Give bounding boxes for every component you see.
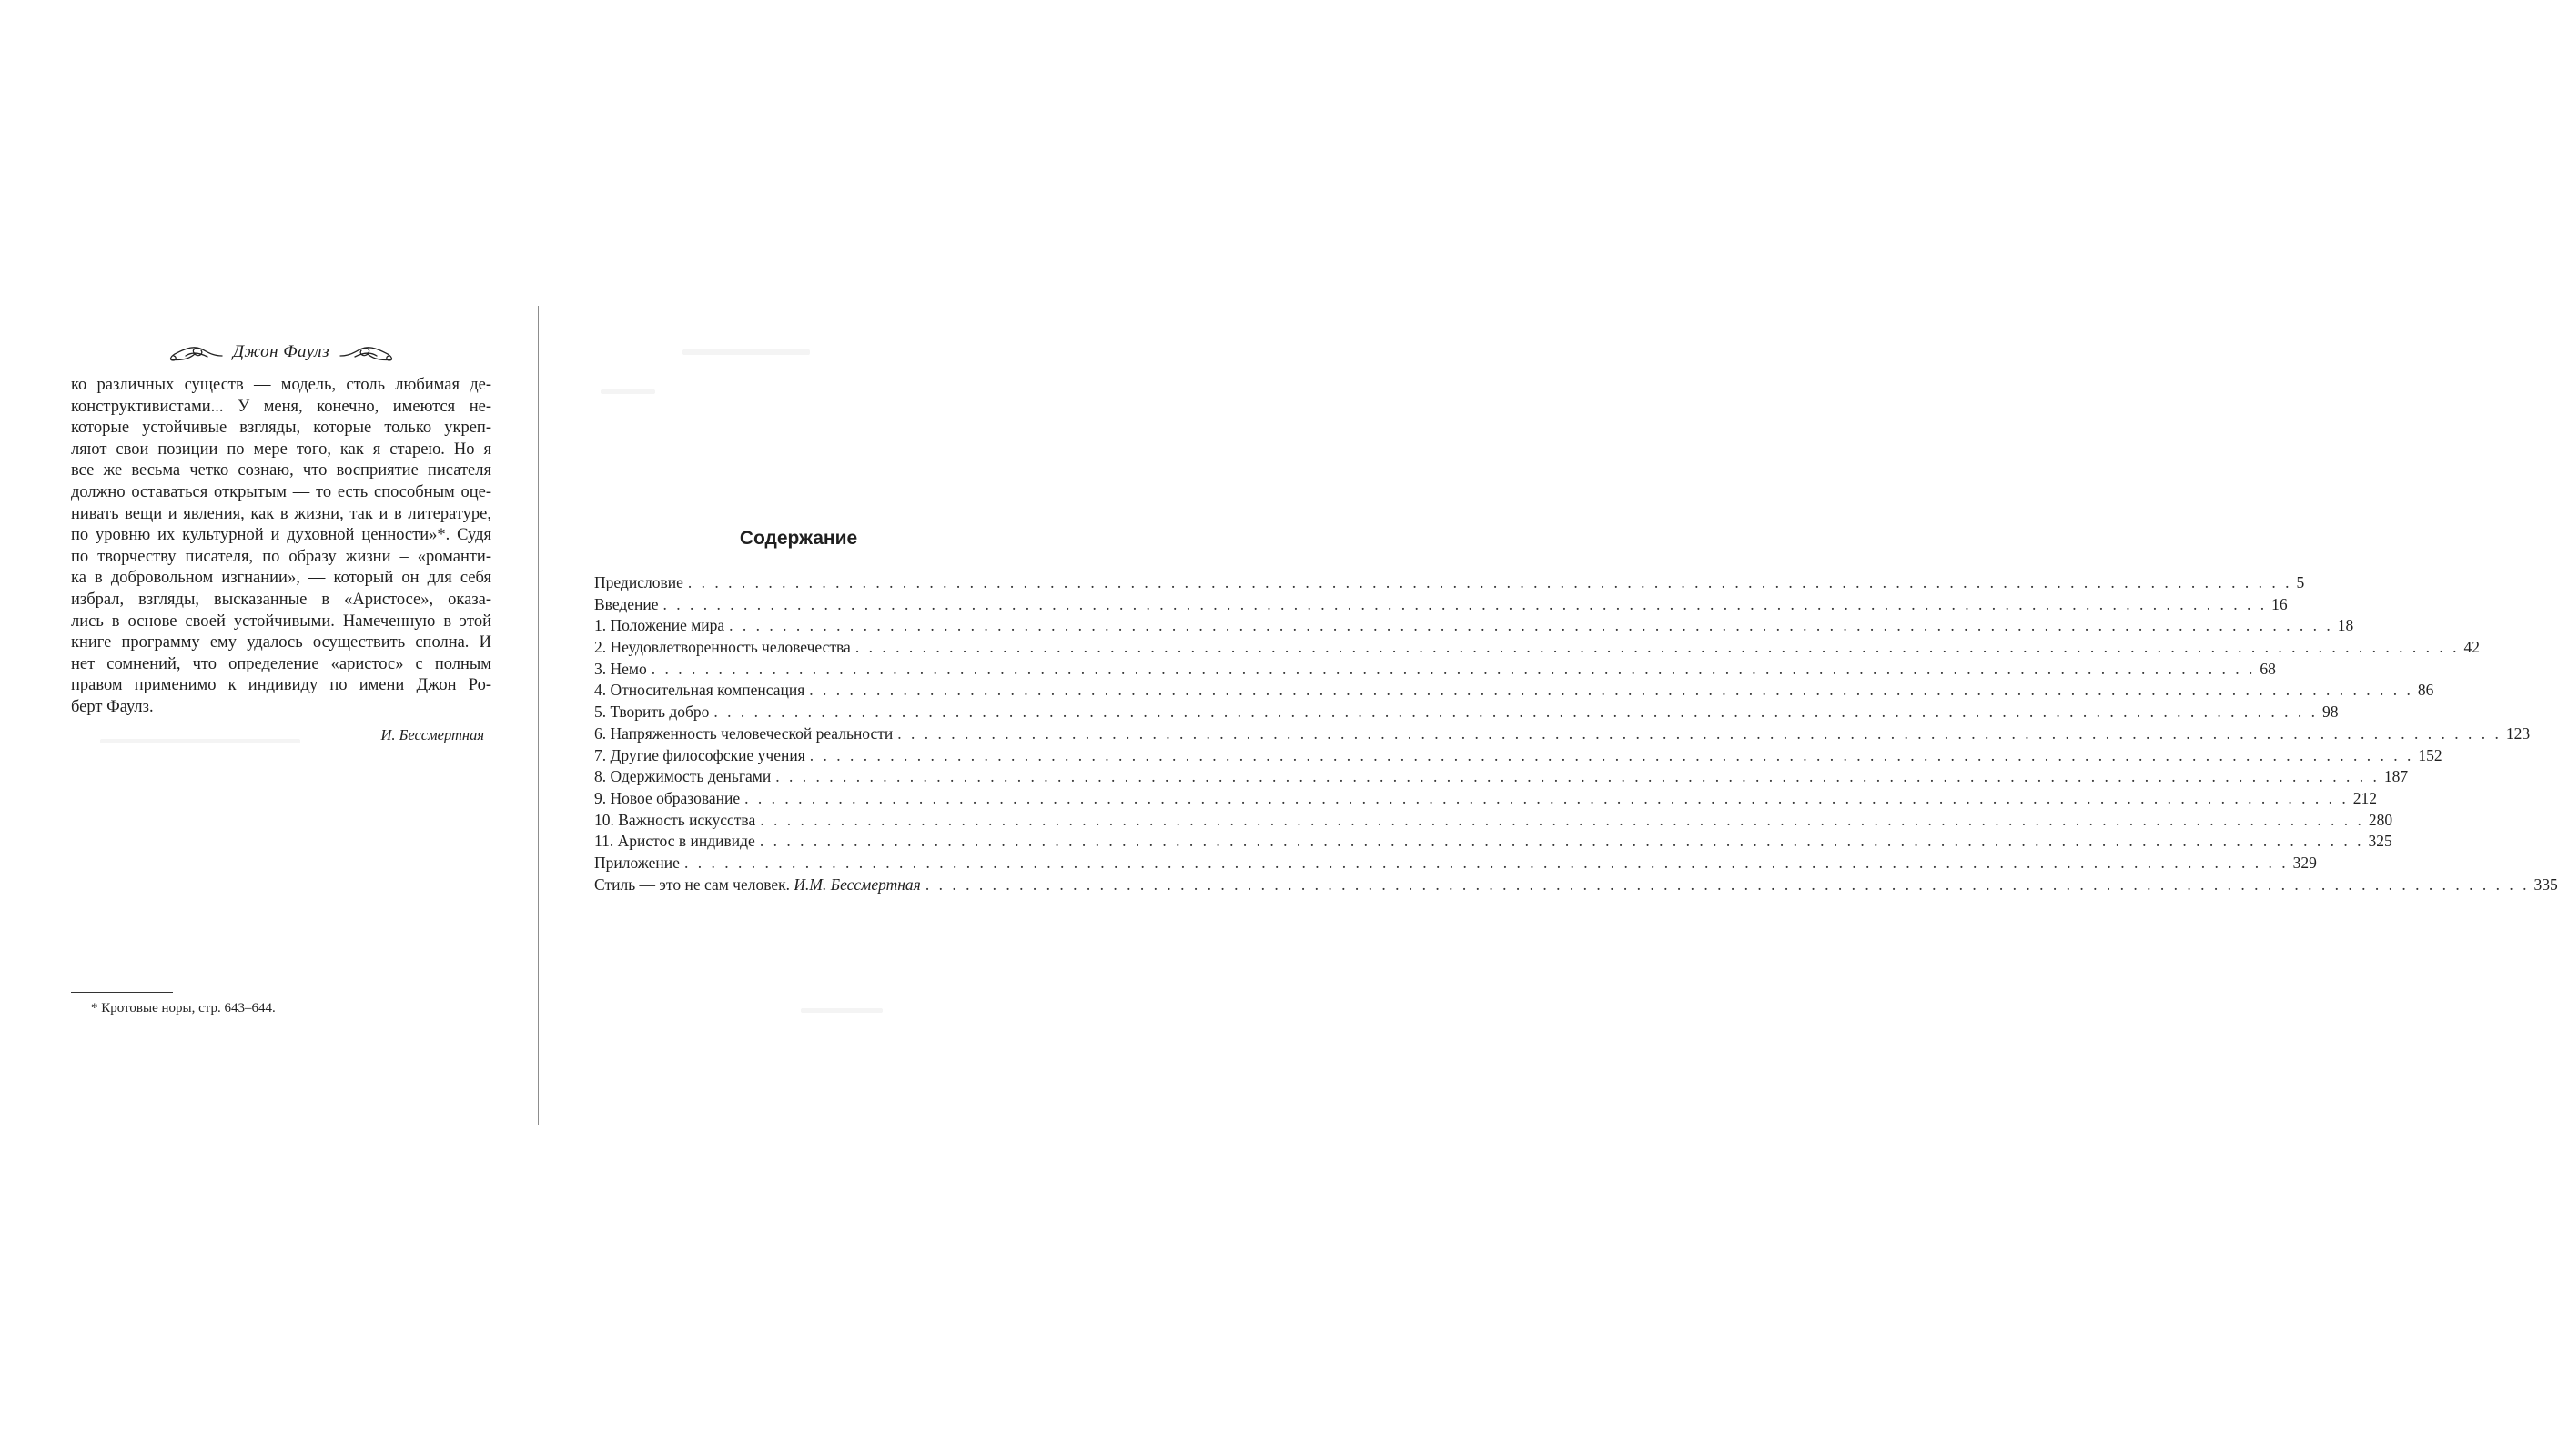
footnote: * Кротовые норы, стр. 643–644. <box>91 1001 276 1016</box>
toc-entry-title: 11. Аристос в индивиде <box>594 832 755 851</box>
toc-page-number: 329 <box>2292 853 2317 872</box>
scan-ghost <box>801 1008 883 1013</box>
toc-page-number: 98 <box>2322 703 2339 722</box>
text-line: которые устойчивые взгляды, которые только укреп- <box>71 419 491 438</box>
flourish-left-icon <box>167 340 224 364</box>
text-line: по уровню их культурной и духовной ценности»*. Судя <box>71 526 491 545</box>
toc-leader-dots: . . . . . . . . . . . . . . . . . . . . . . . . . . . . . . . . . . . . . . . . . . . . . . . . . . . . . . . . . . . . . . . . . . . . . . . . . . . . . . . . . . . . . . . . . . . . . . . . . . . . . . . . . . . . . . . . . . . . . . . . <box>683 853 2289 872</box>
toc-entry[interactable] <box>594 703 2339 724</box>
toc-entry-label <box>594 638 851 657</box>
toc-entry-title: Стиль — это не сам человек. <box>594 875 791 894</box>
toc-entry-title: 10. Важность искусства <box>594 810 756 829</box>
toc-page-number: 335 <box>2533 875 2558 894</box>
toc-entry-label <box>594 811 755 830</box>
toc-entry-author: И.М. Бессмертная <box>794 875 921 894</box>
toc-entry[interactable] <box>594 853 2317 875</box>
text-line: конструктивистами... У меня, конечно, имеются не- <box>71 397 491 416</box>
running-header <box>71 335 491 369</box>
toc-page-number: 325 <box>2368 832 2392 851</box>
toc-leader-dots: . . . . . . . . . . . . . . . . . . . . . . . . . . . . . . . . . . . . . . . . . . . . . . . . . . . . . . . . . . . . . . . . . . . . . . . . . . . . . . . . . . . . . . . . . . . . . . . . . . . . . . . . . . . . . . . . . . . . . . . . <box>651 659 2256 678</box>
toc-page-number: 18 <box>2337 616 2354 635</box>
toc-entry-title: Предисловие <box>594 573 683 592</box>
toc-leader-dots: . . . . . . . . . . . . . . . . . . . . . . . . . . . . . . . . . . . . . . . . . . . . . . . . . . . . . . . . . . . . . . . . . . . . . . . . . . . . . . . . . . . . . . . . . . . . . . . . . . . . . . . . . . . . . . . . . . . . . . . . <box>925 875 2530 894</box>
toc-entry-label <box>594 832 755 851</box>
toc-leader-dots: . . . . . . . . . . . . . . . . . . . . . . . . . . . . . . . . . . . . . . . . . . . . . . . . . . . . . . . . . . . . . . . . . . . . . . . . . . . . . . . . . . . . . . . . . . . . . . . . . . . . . . . . . . . . . . . . . . . . . . . . <box>759 832 2364 851</box>
toc-page-number: 68 <box>2260 659 2276 678</box>
toc-entry-label <box>594 703 709 722</box>
scan-ghost <box>682 349 810 355</box>
text-line: нивать вещи и явления, как в жизни, так и в литературе, <box>71 504 491 523</box>
author-signature: И. Бессмертная <box>380 725 484 743</box>
toc-entry-title: 4. Относительная компенсация <box>594 681 805 700</box>
toc-page-number: 212 <box>2352 788 2378 807</box>
toc-entry-label <box>594 616 724 635</box>
toc-leader-dots: . . . . . . . . . . . . . . . . . . . . . . . . . . . . . . . . . . . . . . . . . . . . . . . . . . . . . . . . . . . . . . . . . . . . . . . . . . . . . . . . . . . . . . . . . . . . . . . . . . . . . . . . . . . . . . . . . . . . . . . . <box>809 681 2413 700</box>
toc-entry-title: 1. Положение мира <box>594 616 725 635</box>
toc-entry-title: Введение <box>594 594 659 613</box>
toc-entry-title: 2. Неудовлетворенность человечества <box>594 638 851 657</box>
toc-leader-dots: . . . . . . . . . . . . . . . . . . . . . . . . . . . . . . . . . . . . . . . . . . . . . . . . . . . . . . . . . . . . . . . . . . . . . . . . . . . . . . . . . . . . . . . . . . . . . . . . . . . . . . . . . . . . . . . . . . . . . . . . <box>713 703 2319 722</box>
left-page <box>71 335 491 744</box>
toc-leader-dots: . . . . . . . . . . . . . . . . . . . . . . . . . . . . . . . . . . . . . . . . . . . . . . . . . . . . . . . . . . . . . . . . . . . . . . . . . . . . . . . . . . . . . . . . . . . . . . . . . . . . . . . . . . . . . . . . . . . . . . . . <box>687 573 2292 592</box>
table-of-contents <box>594 573 2558 896</box>
text-line: избрал, взгляды, высказанные в «Аристосе», оказа- <box>71 590 491 609</box>
text-line: ка в добровольном изгнании», — который он для себя <box>71 569 491 588</box>
footnote-rule <box>71 992 173 993</box>
text-line: все же весьма четко сознаю, что восприятие писателя <box>71 461 491 480</box>
scan-ghost <box>601 389 655 394</box>
toc-page-number: 16 <box>2271 594 2288 613</box>
toc-page-number: 123 <box>2505 723 2531 743</box>
toc-entry-label <box>594 789 740 808</box>
text-line: ляют свои позиции по мере того, как я старею. Но я <box>71 440 491 459</box>
text-line: нет сомнений, что определение «аристос» с полным <box>71 654 491 673</box>
toc-entry-title: 8. Одержимость деньгами <box>594 767 772 786</box>
toc-entry-label <box>594 767 771 786</box>
toc-entry[interactable] <box>594 638 2480 660</box>
right-page <box>594 528 2558 896</box>
toc-entry-label <box>594 573 683 592</box>
toc-leader-dots: . . . . . . . . . . . . . . . . . . . . . . . . . . . . . . . . . . . . . . . . . . . . . . . . . . . . . . . . . . . . . . . . . . . . . . . . . . . . . . . . . . . . . . . . . . . . . . . . . . . . . . . . . . . . . . . . . . . . . . . . <box>775 767 2380 786</box>
toc-leader-dots: . . . . . . . . . . . . . . . . . . . . . . . . . . . . . . . . . . . . . . . . . . . . . . . . . . . . . . . . . . . . . . . . . . . . . . . . . . . . . . . . . . . . . . . . . . . . . . . . . . . . . . . . . . . . . . . . . . . . . . . . <box>897 723 2502 743</box>
toc-leader-dots: . . . . . . . . . . . . . . . . . . . . . . . . . . . . . . . . . . . . . . . . . . . . . . . . . . . . . . . . . . . . . . . . . . . . . . . . . . . . . . . . . . . . . . . . . . . . . . . . . . . . . . . . . . . . . . . . . . . . . . . . <box>662 594 2268 613</box>
toc-entry[interactable] <box>594 594 2288 617</box>
toc-entry-title: Приложение <box>594 853 680 872</box>
page-gutter <box>538 306 539 1125</box>
toc-leader-dots: . . . . . . . . . . . . . . . . . . . . . . . . . . . . . . . . . . . . . . . . . . . . . . . . . . . . . . . . . . . . . . . . . . . . . . . . . . . . . . . . . . . . . . . . . . . . . . . . . . . . . . . . . . . . . . . . . . . . . . . . <box>854 638 2460 657</box>
toc-page-number: 152 <box>2418 745 2442 764</box>
toc-entry-label <box>594 681 804 700</box>
toc-leader-dots: . . . . . . . . . . . . . . . . . . . . . . . . . . . . . . . . . . . . . . . . . . . . . . . . . . . . . . . . . . . . . . . . . . . . . . . . . . . . . . . . . . . . . . . . . . . . . . . . . . . . . . . . . . . . . . . . . . . . . . . . <box>744 788 2349 807</box>
flourish-right-icon <box>339 340 395 364</box>
toc-page-number: 42 <box>2463 638 2480 657</box>
toc-entry[interactable] <box>594 681 2434 703</box>
toc-entry-label <box>594 724 893 743</box>
toc-leader-dots: . . . . . . . . . . . . . . . . . . . . . . . . . . . . . . . . . . . . . . . . . . . . . . . . . . . . . . . . . . . . . . . . . . . . . . . . . . . . . . . . . . . . . . . . . . . . . . . . . . . . . . . . . . . . . . . . . . . . . . . . <box>809 745 2414 764</box>
toc-entry[interactable] <box>594 723 2531 746</box>
toc-entry-title: 6. Напряженность человеческой реальности <box>594 723 894 743</box>
toc-entry-label <box>594 746 805 765</box>
toc-entry-title: 3. Немо <box>594 659 647 678</box>
toc-entry[interactable] <box>594 788 2378 811</box>
text-line: правом применимо к индивиду по имени Джон Ро- <box>71 676 491 695</box>
toc-page-number: 86 <box>2417 681 2434 700</box>
toc-entry[interactable] <box>594 745 2442 768</box>
toc-entry[interactable] <box>594 832 2392 854</box>
toc-entry-title: 5. Творить добро <box>594 703 710 722</box>
toc-entry-label <box>594 660 647 679</box>
toc-entry-title: 9. Новое образование <box>594 788 741 807</box>
running-header-title: Джон Фаулз <box>232 342 330 361</box>
text-line: лись в основе своей устойчивыми. Намеченную в этой <box>71 612 491 631</box>
toc-page-number: 187 <box>2383 767 2409 786</box>
toc-title: Содержание <box>739 528 858 549</box>
toc-entry-label <box>594 875 921 895</box>
toc-entry-title: 7. Другие философские учения <box>594 745 805 764</box>
text-line: должно оставаться открытым — то есть способным оце- <box>71 482 491 501</box>
toc-page-number: 280 <box>2368 810 2393 829</box>
toc-leader-dots: . . . . . . . . . . . . . . . . . . . . . . . . . . . . . . . . . . . . . . . . . . . . . . . . . . . . . . . . . . . . . . . . . . . . . . . . . . . . . . . . . . . . . . . . . . . . . . . . . . . . . . . . . . . . . . . . . . . . . . . . <box>729 616 2333 635</box>
text-line: ко различных существ — модель, столь любимая де- <box>71 376 491 394</box>
toc-leader-dots: . . . . . . . . . . . . . . . . . . . . . . . . . . . . . . . . . . . . . . . . . . . . . . . . . . . . . . . . . . . . . . . . . . . . . . . . . . . . . . . . . . . . . . . . . . . . . . . . . . . . . . . . . . . . . . . . . . . . . . . . <box>760 810 2364 829</box>
toc-entry[interactable] <box>594 875 2558 897</box>
toc-entry[interactable] <box>594 810 2393 833</box>
toc-entry-label <box>594 595 659 614</box>
toc-entry[interactable] <box>594 767 2409 789</box>
body-paragraph <box>71 375 491 719</box>
toc-entry[interactable] <box>594 573 2305 595</box>
text-line: книге программу ему удалось осуществить сполна. И <box>71 633 491 652</box>
toc-entry[interactable] <box>594 659 2276 682</box>
toc-entry-label <box>594 854 680 873</box>
toc-entry[interactable] <box>594 616 2354 638</box>
toc-page-number: 5 <box>2296 573 2305 592</box>
text-line: берт Фаулз. <box>71 697 154 716</box>
text-line: по творчеству писателя, по образу жизни – «романти- <box>71 547 491 566</box>
